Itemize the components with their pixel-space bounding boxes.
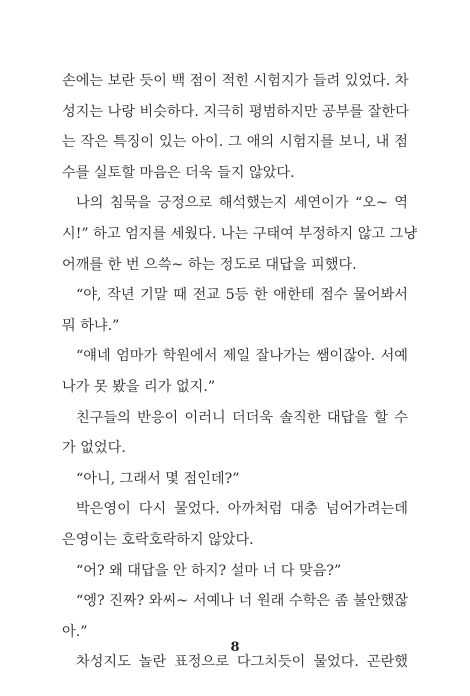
text-line: 어깨를 한 번 으쓱~ 하는 정도로 대답을 피했다. (62, 256, 357, 273)
text-line: “아니, 그래서 몇 점인데?” (76, 470, 240, 487)
text-line: 친구들의 반응이 이러니 더더욱 솔직한 대답을 할 수 (76, 409, 408, 426)
text-line: “어? 왜 대답을 안 하지? 설마 너 다 맞음?” (76, 562, 342, 579)
text-line: 성지는 나랑 비슷하다. 지극히 평범하지만 공부를 잘한다 (62, 103, 409, 120)
text-line: 시!” 하고 엄지를 세웠다. 나는 구태여 부정하지 않고 그냥 (62, 225, 418, 242)
text-line: 차성지도 놀란 표정으로 다그치듯이 물었다. 곤란했 (76, 654, 408, 671)
text-line: 수를 실토할 마음은 더욱 들지 않았다. (62, 164, 295, 181)
text-line: 손에는 보란 듯이 백 점이 적힌 시험지가 들려 있었다. 차 (62, 73, 409, 89)
text-line: 아.” (62, 623, 88, 640)
text-line: 는 작은 특징이 있는 아이. 그 애의 시험지를 보니, 내 점 (62, 134, 408, 151)
text-line: 나의 침묵을 긍정으로 해석했는지 세연이가 “오~ 역 (76, 195, 408, 212)
body-text (62, 66, 418, 678)
text-line: 가 없었다. (62, 440, 126, 457)
text-line: 뭐 하냐.” (62, 317, 120, 334)
text-line: 나가 못 봤을 리가 없지.” (62, 378, 216, 395)
text-line: “엥? 진짜? 와씨~ 서예나 너 원래 수학은 좀 불안했잖 (76, 593, 408, 610)
text-line: 은영이는 호락호락하지 않았다. (62, 531, 254, 548)
text-line: “얘네 엄마가 학원에서 제일 잘나가는 쌤이잖아. 서예 (76, 348, 408, 365)
page-number: 8 (230, 640, 240, 655)
text-line: “야, 작년 기말 때 전교 5등 한 애한테 점수 물어봐서 (76, 287, 408, 304)
text-line: 박은영이 다시 물었다. 아까처럼 대충 넘어가려는데 (76, 501, 408, 518)
